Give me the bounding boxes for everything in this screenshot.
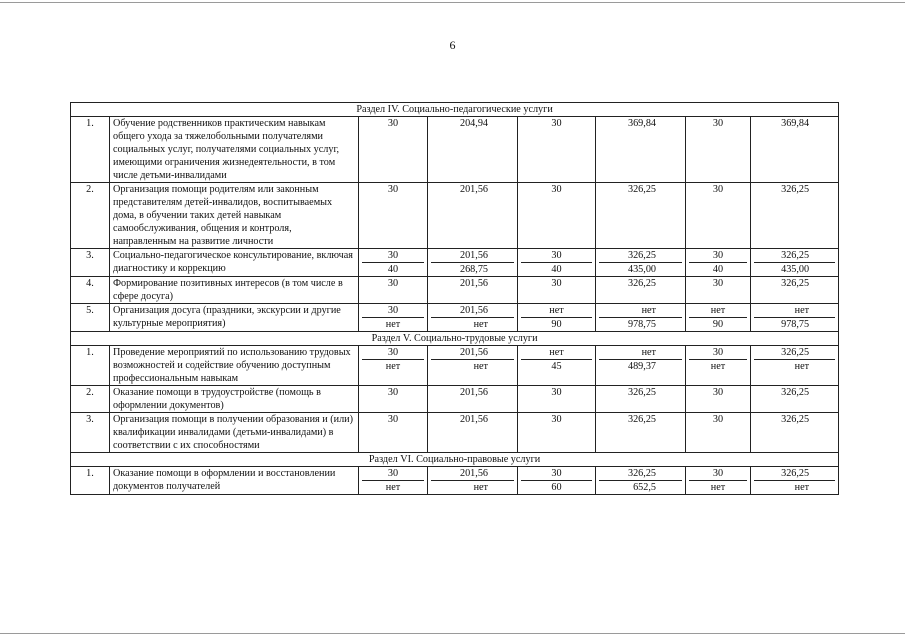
cell-value: нет (549, 305, 564, 316)
cell-value: 30 (712, 118, 724, 129)
table-row (71, 413, 839, 453)
value-cell (359, 413, 428, 453)
cell-value: 30 (387, 305, 399, 316)
cell-value: нет (641, 305, 656, 316)
cell-value: 326,25 (781, 468, 810, 479)
value-cell (518, 249, 596, 277)
cell-value: 40 (362, 262, 424, 276)
cell-value: 201,56 (459, 468, 488, 479)
cell-value: нет (641, 347, 656, 358)
cell-value: 30 (712, 414, 724, 425)
cell-value: 30 (551, 468, 562, 479)
value-cell (751, 183, 839, 249)
cell-value: 201,56 (459, 278, 488, 289)
value-cell (359, 467, 428, 495)
cell-value: 326,25 (781, 414, 810, 425)
cell-value: 30 (387, 414, 399, 425)
value-cell (596, 117, 686, 183)
row-number: 4. (71, 277, 110, 304)
value-cell (596, 467, 686, 495)
cell-value: 40 (689, 262, 747, 276)
value-cell (596, 413, 686, 453)
value-cell (428, 346, 518, 386)
service-name: Организация помощи родителям или законным представителям детей-инвалидов, воспитываемых дома, в обучении таких детей навыкам самообслуживания, общения и контроля, направленным на развитие личности (110, 183, 359, 249)
value-cell (428, 386, 518, 413)
section-header-row (71, 453, 839, 467)
value-cell (686, 183, 751, 249)
cell-value: 326,25 (781, 278, 810, 289)
value-cell (359, 304, 428, 332)
cell-value: 30 (712, 250, 724, 261)
service-name: Организация досуга (праздники, экскурсии и другие культурные мероприятия) (110, 304, 359, 332)
value-cell (428, 467, 518, 495)
value-cell (686, 386, 751, 413)
table-row (71, 304, 839, 332)
value-cell (751, 413, 839, 453)
value-cell (428, 277, 518, 304)
cell-value: нет (431, 480, 514, 494)
value-cell (686, 249, 751, 277)
value-cell (518, 183, 596, 249)
value-cell (596, 249, 686, 277)
section-title: Раздел VI. Социально-правовые услуги (71, 453, 839, 467)
service-name: Проведение мероприятий по использованию трудовых возможностей и содействие обучению доступным профессиональным навыкам (110, 346, 359, 386)
cell-value: 201,56 (459, 387, 488, 398)
value-cell (518, 386, 596, 413)
cell-value: 326,25 (627, 387, 656, 398)
value-cell (686, 346, 751, 386)
cell-value: 652,5 (599, 480, 682, 494)
cell-value: 30 (712, 347, 724, 358)
cell-value: 30 (712, 468, 724, 479)
cell-value: 326,25 (781, 250, 810, 261)
cell-value: 30 (387, 184, 399, 195)
table-row (71, 346, 839, 386)
value-cell (686, 304, 751, 332)
cell-value: 326,25 (627, 184, 656, 195)
cell-value: 201,56 (459, 250, 488, 261)
value-cell (428, 413, 518, 453)
page-number: 6 (449, 38, 456, 52)
row-number: 3. (71, 249, 110, 277)
value-cell (518, 117, 596, 183)
cell-value: 326,25 (781, 184, 810, 195)
cell-value: 60 (521, 480, 592, 494)
table-row (71, 277, 839, 304)
cell-value: 30 (387, 468, 399, 479)
value-cell (686, 277, 751, 304)
value-cell (751, 346, 839, 386)
cell-value: нет (754, 359, 835, 373)
cell-value: 30 (712, 278, 724, 289)
value-cell (428, 183, 518, 249)
cell-value: нет (431, 317, 514, 331)
service-name: Формирование позитивных интересов (в том числе в сфере досуга) (110, 277, 359, 304)
cell-value: 201,56 (459, 305, 488, 316)
cell-value: 30 (551, 414, 562, 425)
table-body (71, 103, 839, 495)
value-cell (359, 277, 428, 304)
value-cell (751, 467, 839, 495)
table-row (71, 386, 839, 413)
cell-value: 489,37 (599, 359, 682, 373)
table-row (71, 467, 839, 495)
cell-value: нет (689, 359, 747, 373)
cell-value: нет (689, 480, 747, 494)
cell-value: 30 (551, 278, 562, 289)
value-cell (751, 386, 839, 413)
cell-value: нет (431, 359, 514, 373)
value-cell (751, 277, 839, 304)
tariff-table (70, 102, 839, 495)
cell-value: 369,84 (627, 118, 656, 129)
cell-value: 326,25 (781, 387, 810, 398)
cell-value: 326,25 (627, 468, 656, 479)
cell-value: 45 (521, 359, 592, 373)
cell-value: 30 (551, 387, 562, 398)
value-cell (518, 346, 596, 386)
cell-value: нет (710, 305, 726, 316)
cell-value: 90 (521, 317, 592, 331)
section-title: Раздел V. Социально-трудовые услуги (71, 332, 839, 346)
cell-value: 30 (387, 387, 399, 398)
cell-value: 326,25 (781, 347, 810, 358)
value-cell (596, 386, 686, 413)
value-cell (518, 467, 596, 495)
cell-value: нет (794, 305, 810, 316)
cell-value: 201,56 (459, 347, 488, 358)
cell-value: 204,94 (459, 118, 488, 129)
cell-value: 326,25 (627, 250, 656, 261)
value-cell (359, 183, 428, 249)
table-row (71, 183, 839, 249)
value-cell (518, 277, 596, 304)
cell-value: 30 (712, 184, 724, 195)
value-cell (518, 413, 596, 453)
cell-value: нет (362, 480, 424, 494)
cell-value: 978,75 (754, 317, 835, 331)
value-cell (359, 346, 428, 386)
value-cell (596, 277, 686, 304)
cell-value: 201,56 (459, 184, 488, 195)
row-number: 1. (71, 117, 110, 183)
table-row (71, 249, 839, 277)
row-number: 1. (71, 467, 110, 495)
table-row (71, 117, 839, 183)
cell-value: 30 (712, 387, 724, 398)
cell-value: 30 (387, 250, 399, 261)
cell-value: 326,25 (627, 278, 656, 289)
cell-value: 90 (689, 317, 747, 331)
section-title: Раздел IV. Социально-педагогические услуги (71, 103, 839, 117)
service-name: Социально-педагогическое консультирование, включая диагностику и коррекцию (110, 249, 359, 277)
section-header-row (71, 332, 839, 346)
section-header-row (71, 103, 839, 117)
scan-edge-top (0, 2, 905, 3)
value-cell (518, 304, 596, 332)
row-number: 2. (71, 183, 110, 249)
service-name: Оказание помощи в трудоустройстве (помощь в оформлении документов) (110, 386, 359, 413)
value-cell (359, 249, 428, 277)
cell-value: 201,56 (459, 414, 488, 425)
cell-value: нет (754, 480, 835, 494)
cell-value: 978,75 (599, 317, 682, 331)
cell-value: 30 (387, 347, 399, 358)
value-cell (596, 183, 686, 249)
value-cell (359, 117, 428, 183)
cell-value: 369,84 (781, 118, 810, 129)
cell-value: 30 (551, 250, 562, 261)
cell-value: 30 (551, 118, 562, 129)
cell-value: нет (362, 317, 424, 331)
cell-value: 30 (387, 118, 399, 129)
value-cell (686, 413, 751, 453)
value-cell (596, 346, 686, 386)
value-cell (428, 304, 518, 332)
row-number: 1. (71, 346, 110, 386)
scan-edge-bottom (0, 633, 905, 634)
value-cell (751, 304, 839, 332)
service-name: Организация помощи в получении образования и (или) квалификации инвалидами (детьми-инвалидами) в соответствии с их способностями (110, 413, 359, 453)
cell-value: 30 (387, 278, 399, 289)
row-number: 5. (71, 304, 110, 332)
value-cell (751, 249, 839, 277)
cell-value: 40 (521, 262, 592, 276)
cell-value: нет (362, 359, 424, 373)
service-name: Обучение родственников практическим навыкам общего ухода за тяжелобольными получателями социальных услуг, получателями социальных услуг, имеющими ограничения жизнедеятельности, в том числе детьми-инвалидами (110, 117, 359, 183)
value-cell (686, 117, 751, 183)
row-number: 2. (71, 386, 110, 413)
cell-value: 326,25 (627, 414, 656, 425)
cell-value: нет (549, 347, 564, 358)
value-cell (428, 249, 518, 277)
cell-value: 268,75 (431, 262, 514, 276)
value-cell (686, 467, 751, 495)
value-cell (359, 386, 428, 413)
value-cell (428, 117, 518, 183)
value-cell (596, 304, 686, 332)
cell-value: 435,00 (754, 262, 835, 276)
row-number: 3. (71, 413, 110, 453)
cell-value: 435,00 (599, 262, 682, 276)
value-cell (751, 117, 839, 183)
cell-value: 30 (551, 184, 562, 195)
service-name: Оказание помощи в оформлении и восстановлении документов получателей (110, 467, 359, 495)
